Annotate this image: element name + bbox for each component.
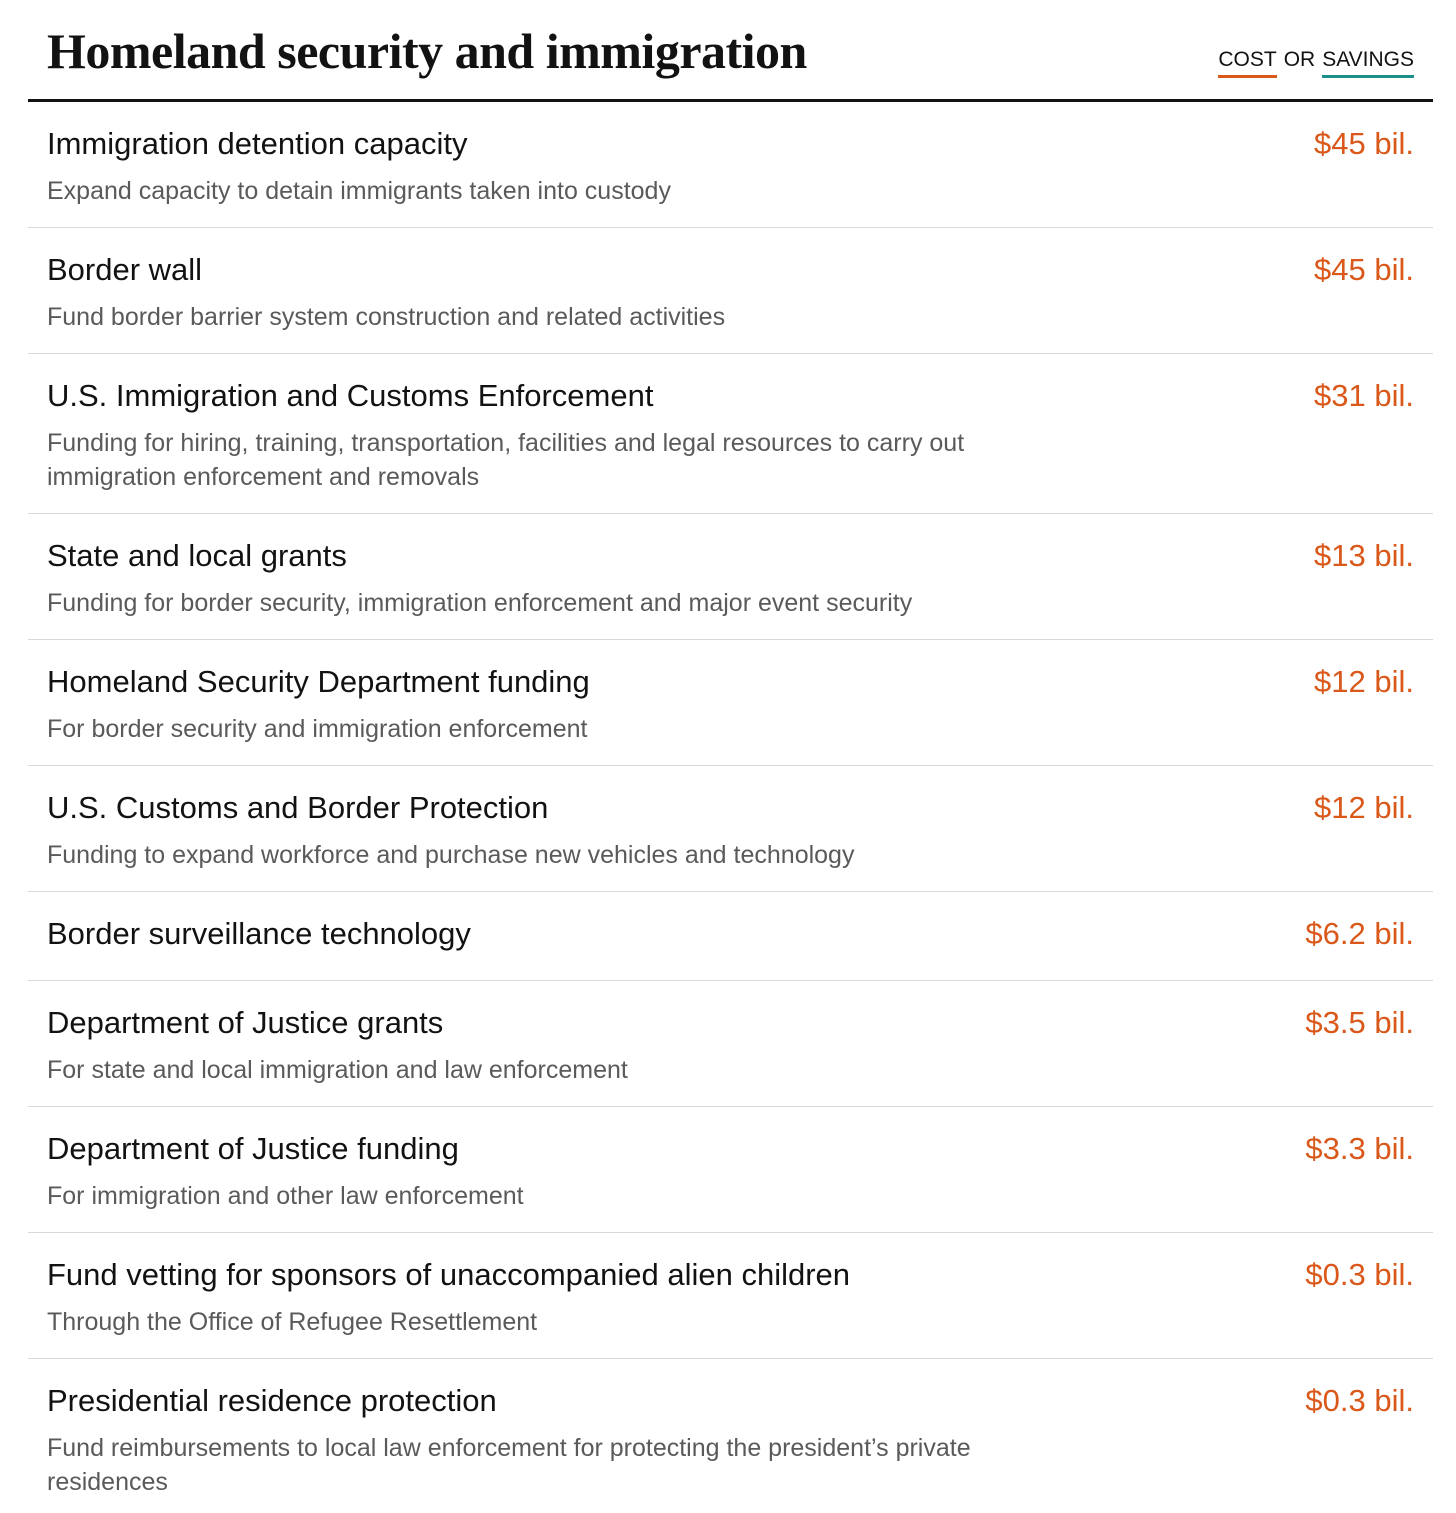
item-title: Border wall — [47, 252, 203, 287]
item-title: Homeland Security Department funding — [47, 664, 590, 699]
item-amount: $3.3 bil. — [1305, 1131, 1414, 1166]
list-item — [28, 981, 1433, 1107]
item-amount: $45 bil. — [1314, 252, 1414, 287]
item-description: Fund reimbursements to local law enforcement for protecting the president’s private residences — [47, 1434, 971, 1496]
item-title: Presidential residence protection — [47, 1383, 497, 1418]
item-title: U.S. Immigration and Customs Enforcement — [47, 378, 654, 413]
item-title: Fund vetting for sponsors of unaccompanied alien children — [47, 1257, 851, 1292]
item-description: For border security and immigration enforcement — [47, 715, 588, 743]
list-item — [28, 1359, 1433, 1509]
item-amount: $0.3 bil. — [1305, 1257, 1414, 1292]
item-title: Department of Justice grants — [47, 1005, 444, 1040]
item-description: Funding to expand workforce and purchase new vehicles and technology — [47, 841, 855, 869]
list-item — [28, 228, 1433, 354]
section-title: Homeland security and immigration — [47, 23, 807, 79]
item-description: Funding for border security, immigration enforcement and major event security — [47, 589, 913, 617]
item-title: Border surveillance technology — [47, 916, 471, 951]
list-item — [28, 514, 1433, 640]
item-title: Immigration detention capacity — [47, 126, 468, 161]
list-item — [28, 640, 1433, 766]
item-amount: $3.5 bil. — [1305, 1005, 1414, 1040]
list-item — [28, 354, 1433, 514]
legend — [1218, 48, 1414, 78]
item-amount: $6.2 bil. — [1305, 916, 1414, 951]
item-amount: $12 bil. — [1314, 790, 1414, 825]
list-item — [28, 766, 1433, 892]
item-description: Expand capacity to detain immigrants taken into custody — [47, 177, 671, 205]
list-item — [28, 892, 1433, 981]
item-amount: $12 bil. — [1314, 664, 1414, 699]
budget-item-list — [28, 102, 1433, 1509]
list-item — [28, 1107, 1433, 1233]
item-description: Through the Office of Refugee Resettlement — [47, 1308, 538, 1336]
item-amount: $0.3 bil. — [1305, 1383, 1414, 1418]
item-title: U.S. Customs and Border Protection — [47, 790, 549, 825]
item-title: State and local grants — [47, 538, 347, 573]
item-description: Funding for hiring, training, transportation, facilities and legal resources to carry out immigration enforcement and removals — [47, 429, 965, 491]
list-item — [28, 102, 1433, 228]
list-item — [28, 1233, 1433, 1359]
item-amount: $31 bil. — [1314, 378, 1414, 413]
item-title: Department of Justice funding — [47, 1131, 459, 1166]
item-description: Fund border barrier system construction and related activities — [47, 303, 726, 331]
legend-cost: COST — [1218, 48, 1276, 78]
legend-savings: SAVINGS — [1322, 48, 1414, 78]
section-header — [28, 0, 1433, 102]
item-description: For state and local immigration and law enforcement — [47, 1056, 628, 1084]
item-amount: $45 bil. — [1314, 126, 1414, 161]
legend-or: OR — [1283, 48, 1316, 71]
item-amount: $13 bil. — [1314, 538, 1414, 573]
item-description: For immigration and other law enforcement — [47, 1182, 524, 1210]
